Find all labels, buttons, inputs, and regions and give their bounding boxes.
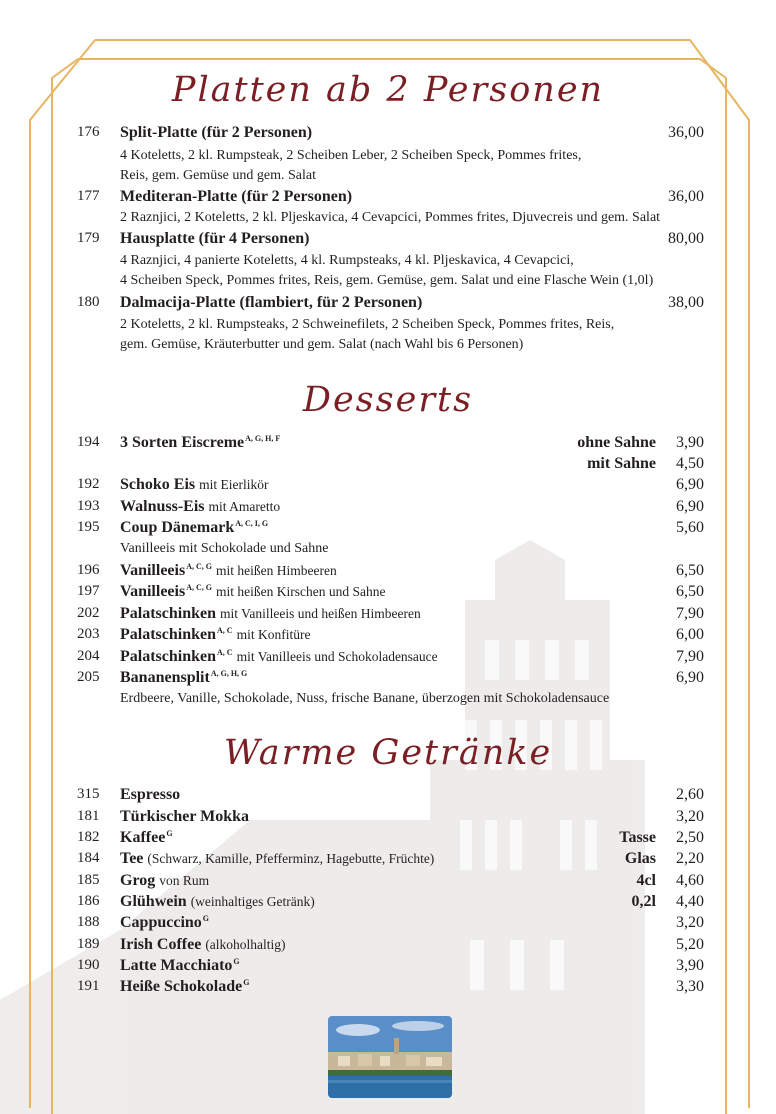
item-size: 4cl <box>636 872 656 889</box>
item-number: 188 <box>77 914 100 930</box>
item-number: 182 <box>77 829 100 845</box>
item-number: 176 <box>77 124 100 140</box>
menu-item <box>0 850 776 872</box>
harbor-photo <box>328 1016 452 1098</box>
item-name: Coup Dänemark$^{A, C, I, G}$ <box>120 519 269 536</box>
item-price: 3,20 <box>676 808 704 825</box>
item-name: Dalmacija-Platte (flambiert, für 2 Personen) <box>120 294 423 311</box>
item-number: 315 <box>77 786 100 802</box>
menu-item <box>0 808 776 830</box>
menu-item <box>0 669 776 691</box>
item-price: 80,00 <box>668 230 704 247</box>
item-description: Erdbeere, Vanille, Schokolade, Nuss, frische Banane, überzogen mit Schokoladensauce <box>120 691 610 706</box>
menu-item <box>0 476 776 498</box>
item-price: 7,90 <box>676 605 704 622</box>
menu-item <box>0 605 776 627</box>
item-price: 38,00 <box>668 294 704 311</box>
item-description: 2 Raznjici, 2 Koteletts, 2 kl. Pljeskavica, 4 Cevapcici, Pommes frites, Djuvecreis und gem. Salat <box>120 210 661 225</box>
item-price: 4,60 <box>676 872 704 889</box>
item-name: Heiße Schokolade$^G$ <box>120 978 250 995</box>
item-description: Vanilleeis mit Schokolade und Sahne <box>120 541 329 556</box>
item-price: 2,50 <box>676 829 704 846</box>
item-price: 6,50 <box>676 562 704 579</box>
item-name: Palatschinken$^{A, C}$ mit Konfitüre <box>120 626 311 643</box>
menu-item <box>0 519 776 541</box>
menu-item <box>0 957 776 979</box>
item-price: 3,20 <box>676 914 704 931</box>
item-name: Split-Platte (für 2 Personen) <box>120 124 313 141</box>
item-name: Vanilleeis$^{A, C, G}$ mit heißen Kirschen und Sahne <box>120 583 386 600</box>
item-price: 6,00 <box>676 626 704 643</box>
item-price: 6,90 <box>676 669 704 686</box>
item-size: ohne Sahne <box>577 434 656 451</box>
item-size: Glas <box>624 850 656 867</box>
menu-item <box>0 914 776 936</box>
menu-item <box>0 626 776 648</box>
item-number: 197 <box>77 583 100 599</box>
item-price: 2,20 <box>676 850 704 867</box>
menu-item-variant <box>0 455 776 477</box>
menu-item <box>0 230 776 252</box>
item-description: 4 Scheiben Speck, Pommes frites, Reis, gem. Gemüse, gem. Salat und eine Flasche Wein (1,0l) <box>120 273 654 288</box>
item-number: 195 <box>77 519 100 535</box>
item-description: Reis, gem. Gemüse und gem. Salat <box>120 168 316 183</box>
item-number: 179 <box>77 230 100 246</box>
menu-item <box>0 872 776 894</box>
item-number: 203 <box>77 626 100 642</box>
item-name: Latte Macchiato$^G$ <box>120 957 240 974</box>
item-name: Schoko Eis mit Eierlikör <box>120 476 269 493</box>
item-size: Tasse <box>619 829 656 846</box>
item-price: 4,50 <box>676 455 704 472</box>
item-price: 5,60 <box>676 519 704 536</box>
menu-item <box>0 434 776 456</box>
item-name: Kaffee$^G$ <box>120 829 173 846</box>
item-name: Bananensplit$^{A, G, H, G}$ <box>120 669 248 686</box>
section-title-platten: Platten ab 2 Personen <box>171 70 605 110</box>
menu-item <box>0 978 776 1000</box>
item-number: 202 <box>77 605 100 621</box>
item-price: 36,00 <box>668 124 704 141</box>
item-number: 186 <box>77 893 100 909</box>
menu-item <box>0 829 776 851</box>
menu-item <box>0 936 776 958</box>
item-number: 194 <box>77 434 100 450</box>
item-name: Hausplatte (für 4 Personen) <box>120 230 310 247</box>
item-number: 196 <box>77 562 100 578</box>
menu-item <box>0 562 776 584</box>
menu-item <box>0 124 776 146</box>
item-number: 190 <box>77 957 100 973</box>
item-name: Palatschinken$^{A, C}$ mit Vanilleeis und Schokoladensauce <box>120 648 438 665</box>
item-number: 177 <box>77 188 100 204</box>
item-number: 184 <box>77 850 100 866</box>
item-name: Walnuss-Eis mit Amaretto <box>120 498 281 515</box>
menu-item <box>0 786 776 808</box>
menu-item <box>0 893 776 915</box>
section-title-desserts: Desserts <box>302 380 474 420</box>
item-description: 4 Koteletts, 2 kl. Rumpsteak, 2 Scheiben Leber, 2 Scheiben Speck, Pommes frites, <box>120 148 582 163</box>
item-name: Espresso <box>120 786 181 803</box>
item-number: 189 <box>77 936 100 952</box>
menu-item <box>0 583 776 605</box>
menu-item <box>0 294 776 316</box>
item-name: 3 Sorten Eiscreme$^{A, G, H, F}$ <box>120 434 281 451</box>
item-price: 3,30 <box>676 978 704 995</box>
item-description: 2 Koteletts, 2 kl. Rumpsteaks, 2 Schweinefilets, 2 Scheiben Speck, Pommes frites, Reis, <box>120 317 615 332</box>
item-name: Tee (Schwarz, Kamille, Pfefferminz, Hagebutte, Früchte) <box>120 850 435 867</box>
item-description: 4 Raznjici, 4 panierte Koteletts, 4 kl. Rumpsteaks, 4 kl. Pljeskavica, 4 Cevapcici, <box>120 253 574 268</box>
item-number: 180 <box>77 294 100 310</box>
item-name: Irish Coffee (alkoholhaltig) <box>120 936 286 953</box>
item-price: 2,60 <box>676 786 704 803</box>
menu-item <box>0 188 776 210</box>
item-name: Glühwein (weinhaltiges Getränk) <box>120 893 315 910</box>
item-name: Türkischer Mokka <box>120 808 250 825</box>
item-number: 181 <box>77 808 100 824</box>
section-title-warme-getraenke: Warme Getränke <box>223 733 553 773</box>
item-price: 4,40 <box>676 893 704 910</box>
item-number: 191 <box>77 978 100 994</box>
item-size: 0,2l <box>631 893 656 910</box>
item-price: 5,20 <box>676 936 704 953</box>
item-number: 193 <box>77 498 100 514</box>
item-number: 205 <box>77 669 100 685</box>
item-price: 3,90 <box>676 957 704 974</box>
item-size: mit Sahne <box>587 455 656 472</box>
item-name: Palatschinken mit Vanilleeis und heißen Himbeeren <box>120 605 421 622</box>
item-price: 7,90 <box>676 648 704 665</box>
item-description: gem. Gemüse, Kräuterbutter und gem. Salat (nach Wahl bis 6 Personen) <box>120 337 524 352</box>
item-name: Grog von Rum <box>120 872 210 889</box>
menu-item <box>0 498 776 520</box>
item-price: 6,90 <box>676 498 704 515</box>
item-name: Mediteran-Platte (für 2 Personen) <box>120 188 353 205</box>
item-name: Cappuccino$^G$ <box>120 914 210 931</box>
item-price: 6,50 <box>676 583 704 600</box>
item-price: 3,90 <box>676 434 704 451</box>
item-number: 192 <box>77 476 100 492</box>
menu-item <box>0 648 776 670</box>
item-number: 185 <box>77 872 100 888</box>
item-price: 6,90 <box>676 476 704 493</box>
item-price: 36,00 <box>668 188 704 205</box>
item-number: 204 <box>77 648 100 664</box>
item-name: Vanilleeis$^{A, C, G}$ mit heißen Himbeeren <box>120 562 337 579</box>
